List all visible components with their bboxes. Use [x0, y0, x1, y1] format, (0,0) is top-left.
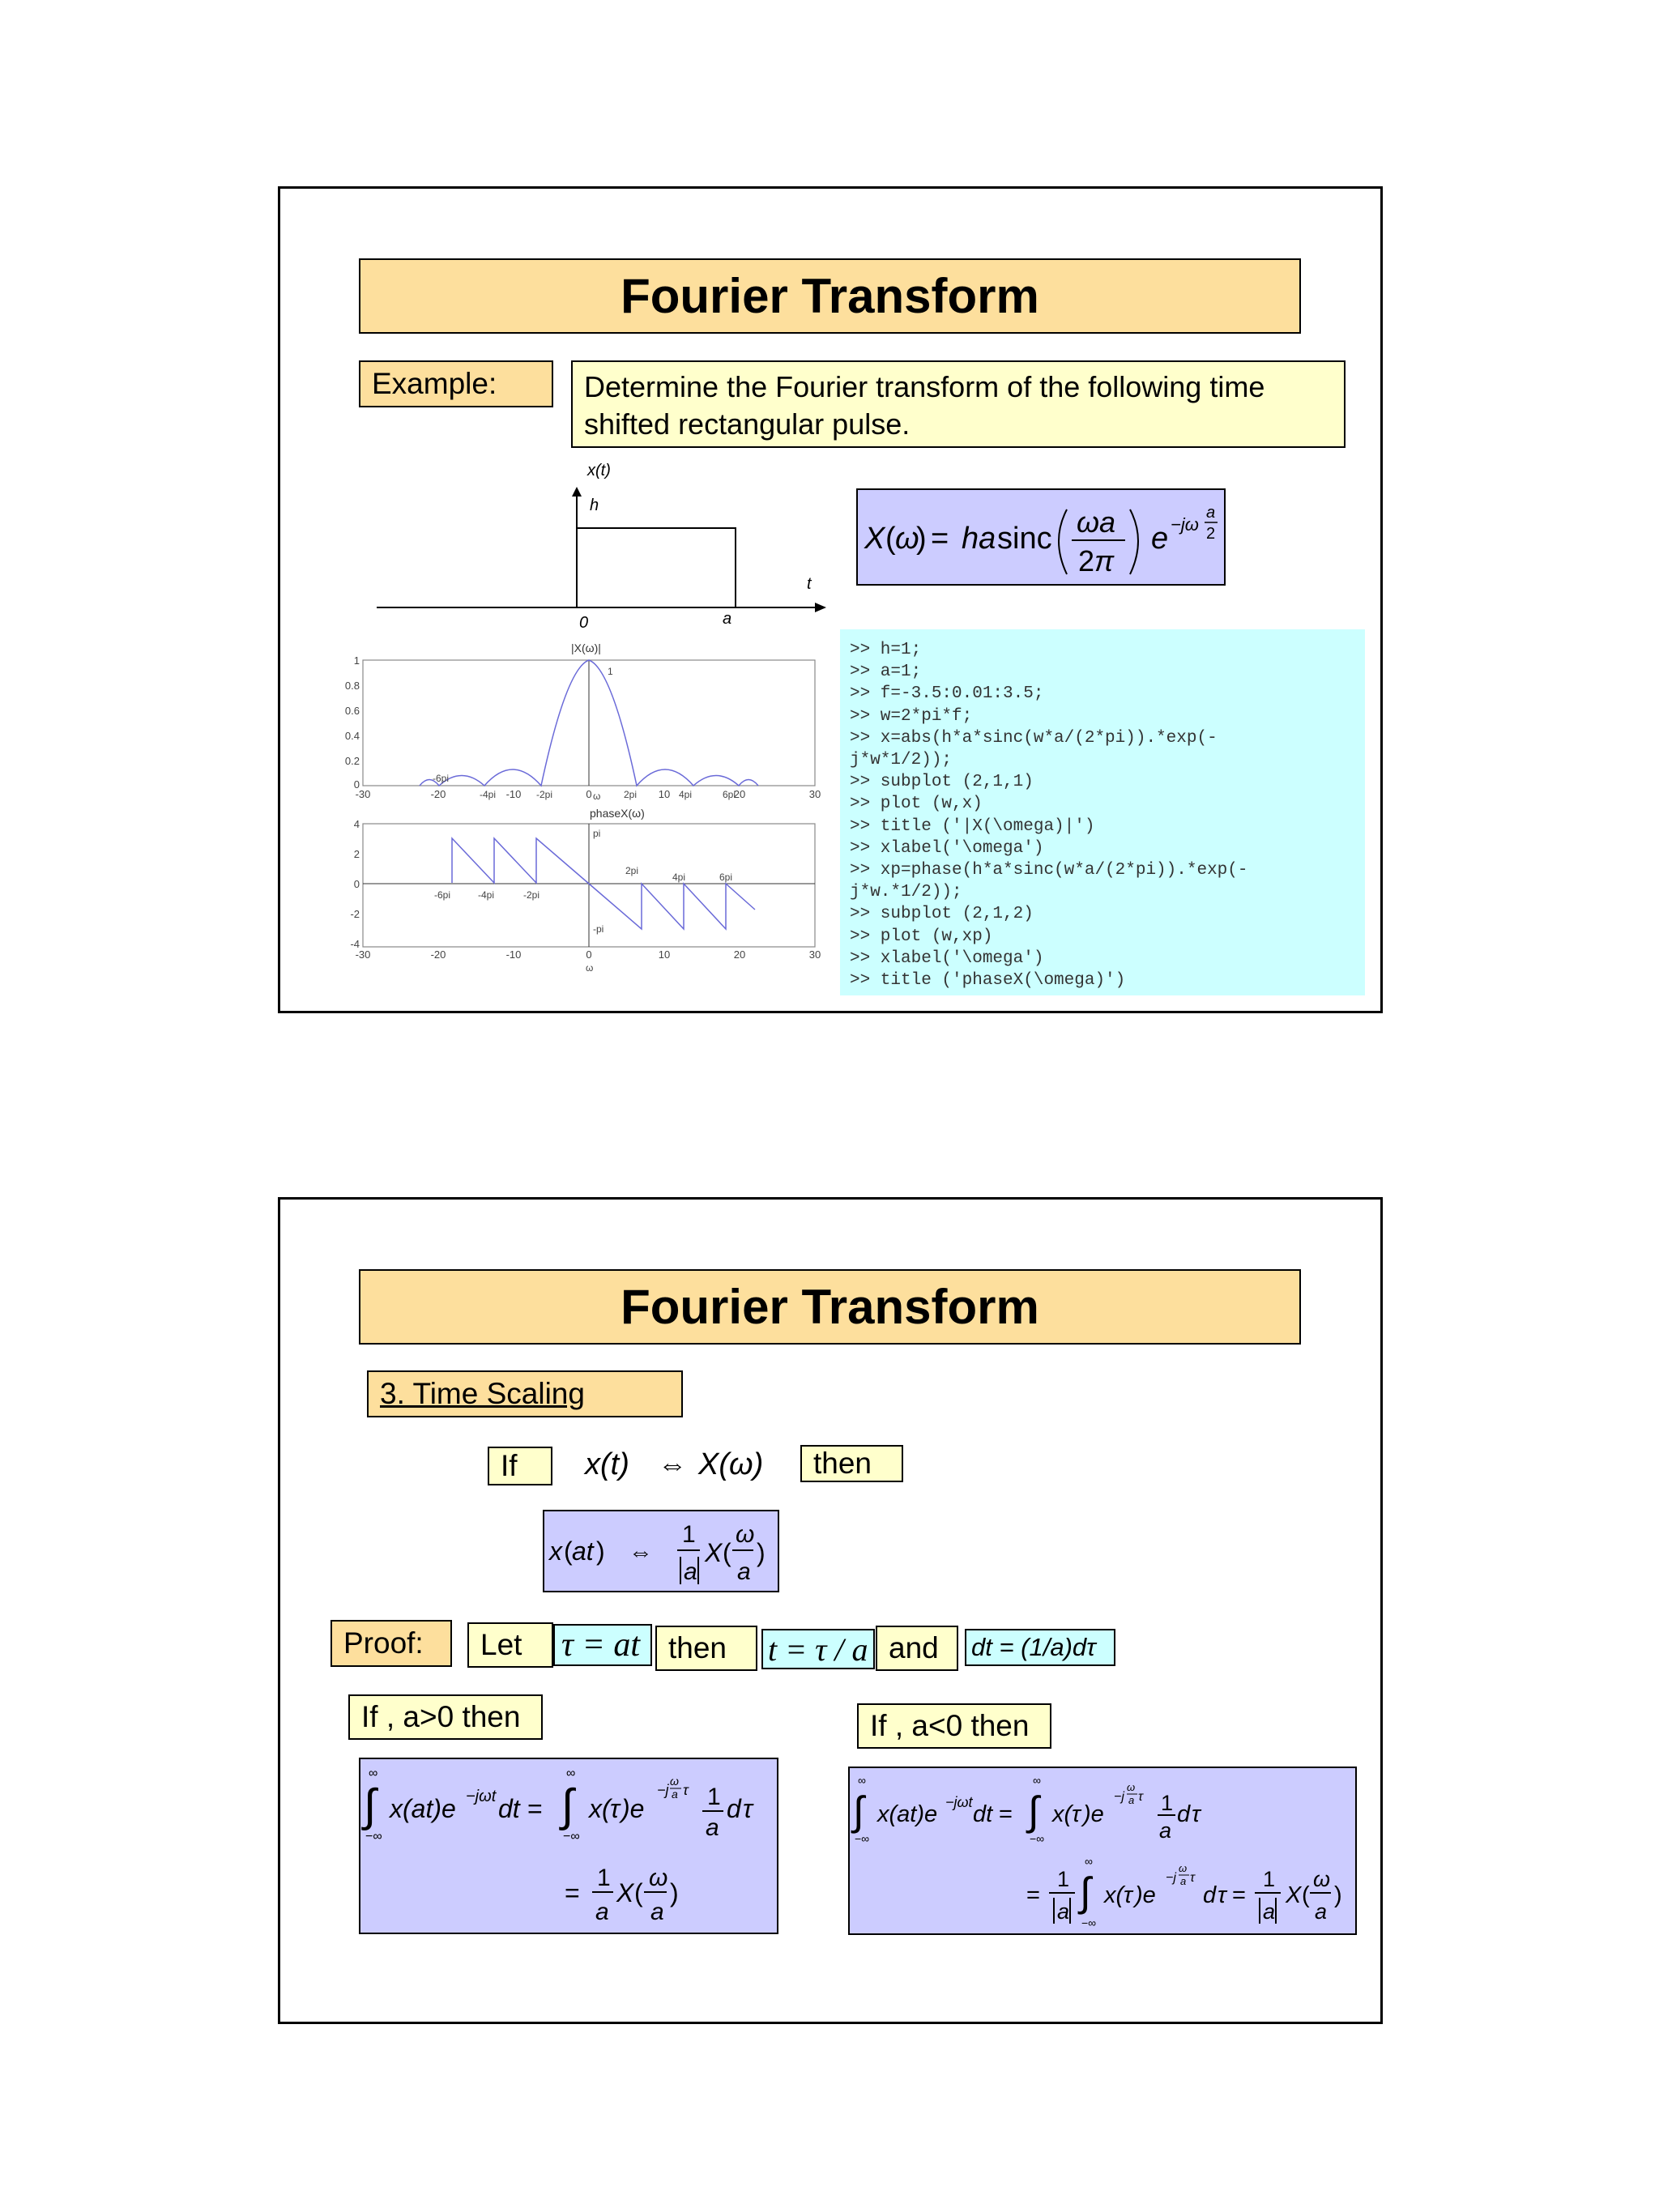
svg-text:=: = [931, 522, 949, 556]
code-line: >> h=1; [850, 641, 922, 659]
svg-text:τ: τ [1190, 1871, 1195, 1885]
svg-text:d: d [1177, 1801, 1191, 1827]
svg-text:=: = [527, 1794, 543, 1823]
svg-text:x(t): x(t) [585, 1447, 629, 1481]
svg-text:)e: )e [1135, 1882, 1156, 1908]
svg-text:1: 1 [682, 1521, 696, 1548]
phase-ann-pi: pi [593, 828, 601, 839]
svg-text:τ: τ [743, 1794, 753, 1823]
code-line: >> a=1; [850, 663, 922, 682]
code-line: >> subplot (2,1,2) [850, 905, 1034, 924]
pulse-x-label: t [807, 575, 812, 593]
pulse-shape [577, 528, 736, 607]
svg-text:(: ( [723, 1538, 731, 1567]
svg-text:ω: ω [670, 1775, 679, 1788]
mag-ytick-0: 0 [353, 778, 360, 791]
magnitude-plot-title: |X(ω)| [571, 641, 601, 654]
svg-text:τ: τ [610, 1794, 620, 1823]
svg-text:ω: ω [1313, 1867, 1331, 1891]
case-neg-formula [848, 1767, 1357, 1935]
code-line: >> title ('phaseX(\omega)') [850, 971, 1126, 991]
mag-xtick-m20: -20 [430, 788, 446, 800]
svg-text:X: X [705, 1538, 723, 1567]
mag-xtick-m10: -10 [505, 788, 522, 800]
phase-xtick-m30: -30 [355, 948, 371, 961]
svg-text:ha: ha [962, 522, 996, 556]
case-neg-formula-render [850, 1768, 1355, 1933]
svg-text:−∞: −∞ [563, 1830, 580, 1843]
scaling-formula-render [544, 1511, 778, 1591]
phase-ann-4pi: 4pi [672, 872, 686, 883]
svg-text:−jω: −jω [1171, 514, 1199, 535]
svg-text:−∞: −∞ [1030, 1832, 1045, 1845]
mag-ytick-1: 1 [353, 654, 360, 667]
svg-text:ω: ω [736, 1521, 755, 1548]
svg-text:e: e [1151, 522, 1169, 556]
svg-text:a: a [1180, 1875, 1187, 1887]
mag-xtick-20: 20 [733, 788, 746, 800]
transform-pair [583, 1443, 794, 1485]
pulse-end-label: a [723, 610, 732, 628]
svg-text:−∞: −∞ [1081, 1916, 1097, 1929]
svg-text:ω: ω [649, 1865, 668, 1891]
pulse-diagram [373, 458, 834, 632]
svg-text:a: a [1263, 1899, 1276, 1924]
code-line: >> plot (w,x) [850, 795, 983, 814]
phase-ytick-2: 2 [353, 848, 360, 860]
mag-ytick-02: 0.2 [344, 755, 360, 767]
and-formula: dt = (1/a)dτ [965, 1629, 1115, 1666]
phase-xtick-m20: -20 [430, 948, 446, 961]
svg-text:a: a [595, 1899, 609, 1925]
svg-text:∞: ∞ [1085, 1855, 1093, 1868]
svg-text:∫: ∫ [561, 1779, 574, 1831]
svg-text:−∞: −∞ [365, 1830, 382, 1843]
phase-ytick-m2: -2 [350, 908, 360, 920]
case-pos-formula [359, 1758, 778, 1934]
phase-ann-m6pi: -6pi [434, 889, 451, 901]
code-line: >> title ('|X(\omega)|') [850, 816, 1095, 836]
svg-text:1: 1 [597, 1865, 611, 1891]
then-label-1: then [800, 1445, 903, 1482]
svg-text:(: ( [885, 522, 896, 556]
svg-text:)e: )e [621, 1794, 645, 1823]
svg-text:): ) [670, 1878, 679, 1907]
if-label: If [488, 1447, 552, 1485]
mag-xtick-10: 10 [658, 788, 671, 800]
svg-text:dt: dt [498, 1794, 520, 1823]
mag-ytick-08: 0.8 [344, 680, 360, 692]
code-line: >> x=abs(h*a*sinc(w*a/(2*pi)).*exp(- [850, 728, 1218, 748]
svg-text:(: ( [634, 1878, 643, 1907]
svg-text:(: ( [564, 1536, 573, 1566]
mag-ann-m2pi: -2pi [536, 789, 553, 800]
phase-ytick-4: 4 [353, 818, 360, 830]
svg-text:): ) [1334, 1882, 1342, 1908]
phase-plot [350, 807, 821, 974]
svg-text:∫: ∫ [364, 1779, 377, 1831]
pulse-origin-label: 0 [579, 614, 589, 632]
code-line: >> plot (w,xp) [850, 927, 993, 946]
svg-text:X(ω): X(ω) [698, 1447, 764, 1481]
let-label: Let [467, 1622, 553, 1668]
svg-text:τ: τ [683, 1782, 689, 1798]
time-scaling-label [367, 1370, 683, 1417]
transform-pair-render [583, 1443, 794, 1485]
svg-text:1: 1 [1161, 1791, 1174, 1815]
svg-text:d: d [727, 1794, 741, 1823]
fourier-formula-render [858, 490, 1224, 584]
svg-text:∫: ∫ [1080, 1869, 1091, 1915]
svg-text:∞: ∞ [858, 1774, 866, 1787]
mag-xtick-30: 30 [808, 788, 821, 800]
mag-ann-6pi: 6pi [723, 789, 736, 800]
code-line: j*w*1/2)); [850, 751, 953, 770]
svg-text:at: at [572, 1536, 594, 1566]
svg-text:x(at)e: x(at)e [390, 1794, 456, 1823]
svg-text:1: 1 [1057, 1867, 1070, 1891]
code-line: >> w=2*pi*f; [850, 706, 973, 726]
mag-ann-one: 1 [608, 666, 613, 677]
svg-text:τ: τ [1124, 1882, 1132, 1908]
svg-text:a: a [672, 1788, 678, 1801]
svg-text:∫: ∫ [853, 1788, 864, 1834]
phase-plot-title: phaseX(ω) [590, 807, 645, 820]
matlab-plots [332, 636, 834, 976]
svg-text:⇔: ⇔ [629, 1539, 653, 1566]
mag-ann-omega: ω [593, 791, 601, 802]
mag-xtick-0: 0 [586, 788, 592, 800]
code-line: >> xp=phase(h*a*sinc(w*a/(2*pi)).*exp(- [850, 861, 1248, 880]
phase-ytick-m4: -4 [350, 938, 360, 950]
magnitude-plot [345, 641, 821, 802]
phase-ytick-0: 0 [353, 878, 360, 890]
mag-ann-m4pi: -4pi [480, 789, 497, 800]
svg-text:)e: )e [1083, 1801, 1104, 1827]
svg-text:∞: ∞ [566, 1767, 576, 1780]
svg-text:a: a [737, 1558, 751, 1585]
svg-text:τ: τ [1138, 1790, 1143, 1804]
svg-text:X: X [616, 1878, 634, 1907]
case-pos-label: If , a>0 then [348, 1694, 543, 1740]
proof-label: Proof: [331, 1620, 452, 1667]
svg-text:∫: ∫ [1028, 1788, 1039, 1834]
svg-text:a: a [650, 1899, 664, 1925]
svg-text:−j: −j [657, 1782, 669, 1798]
let-formula: τ = at [553, 1624, 652, 1666]
mag-ann-m6pi: -6pi [433, 773, 450, 784]
svg-text:): ) [916, 522, 927, 556]
svg-text:1: 1 [1263, 1867, 1276, 1891]
svg-text:τ: τ [1218, 1882, 1226, 1908]
svg-text:X: X [1286, 1882, 1302, 1908]
code-line: >> xlabel('\omega') [850, 838, 1044, 858]
phase-xtick-m10: -10 [505, 948, 522, 961]
svg-text:⇔: ⇔ [658, 1447, 687, 1481]
svg-text:a: a [706, 1814, 719, 1841]
svg-text:2: 2 [1078, 544, 1095, 578]
svg-text:ωa: ωa [1077, 505, 1116, 539]
svg-text:dt: dt [973, 1801, 993, 1827]
svg-text:a: a [684, 1558, 697, 1585]
case-neg-label: If , a<0 then [857, 1703, 1051, 1749]
phase-ann-m2pi: -2pi [523, 889, 540, 901]
svg-text:a: a [1057, 1899, 1070, 1924]
svg-text:ω: ω [1179, 1862, 1188, 1874]
svg-text:=: = [565, 1878, 580, 1907]
svg-text:ω: ω [895, 522, 919, 556]
svg-text:a: a [1159, 1818, 1172, 1843]
case-pos-formula-render [360, 1759, 777, 1933]
pulse-y-label: x(t) [587, 462, 611, 479]
svg-text:1: 1 [707, 1784, 721, 1810]
svg-text:−jωt: −jωt [945, 1794, 973, 1810]
and-label: and [876, 1626, 958, 1671]
svg-text:a: a [1128, 1794, 1135, 1806]
code-line: >> f=-3.5:0.01:3.5; [850, 684, 1044, 704]
then-label-2: then [655, 1626, 757, 1671]
svg-text:x(: x( [1052, 1801, 1073, 1827]
svg-text:−j: −j [1166, 1871, 1176, 1885]
svg-text:(: ( [1302, 1882, 1310, 1908]
matlab-code [840, 629, 1365, 995]
svg-text:a: a [1206, 504, 1216, 522]
svg-text:x(at)e: x(at)e [877, 1801, 938, 1827]
phase-xtick-0: 0 [586, 948, 592, 961]
phase-xtick-20: 20 [733, 948, 746, 961]
svg-text:2: 2 [1206, 525, 1216, 543]
time-scaling-label-text: 3. Time Scaling [380, 1377, 585, 1410]
svg-text:): ) [596, 1536, 605, 1566]
svg-text:=: = [1232, 1882, 1246, 1908]
svg-text:=: = [999, 1801, 1013, 1827]
phase-ann-2pi: 2pi [625, 865, 639, 876]
pulse-height-label: h [590, 497, 599, 514]
svg-text:d: d [1203, 1882, 1217, 1908]
mag-ytick-04: 0.4 [344, 730, 360, 742]
slide-2-title: Fourier Transform [359, 1269, 1301, 1345]
svg-text:X: X [864, 522, 885, 556]
svg-text:−j: −j [1114, 1790, 1124, 1804]
svg-text:x(: x( [1104, 1882, 1124, 1908]
code-line: >> subplot (2,1,1) [850, 773, 1034, 792]
svg-text:π: π [1094, 544, 1115, 578]
svg-text:=: = [1026, 1882, 1040, 1908]
mag-ytick-06: 0.6 [344, 705, 360, 717]
scaling-formula [543, 1510, 779, 1592]
svg-text:∞: ∞ [369, 1767, 378, 1780]
svg-text:a: a [1315, 1899, 1328, 1924]
problem-text: Determine the Fourier transform of the following time shifted rectangular pulse. [571, 360, 1346, 448]
svg-text:τ: τ [1192, 1801, 1201, 1827]
phase-x-label: ω [586, 962, 594, 974]
code-line: j*w.*1/2)); [850, 883, 962, 902]
svg-text:): ) [757, 1538, 766, 1567]
svg-text:−jωt: −jωt [466, 1788, 497, 1805]
svg-text:x: x [549, 1536, 562, 1566]
svg-text:ω: ω [1127, 1781, 1136, 1793]
code-line: >> xlabel('\omega') [850, 948, 1044, 968]
mag-xtick-m30: -30 [355, 788, 371, 800]
slide-1-title: Fourier Transform [359, 258, 1301, 334]
phase-ann-m4pi: -4pi [478, 889, 495, 901]
phase-xtick-10: 10 [658, 948, 671, 961]
svg-text:sinc: sinc [997, 522, 1052, 556]
phase-ann-6pi: 6pi [719, 872, 733, 883]
mag-ann-4pi: 4pi [679, 789, 693, 800]
then-formula: t = τ / a [761, 1629, 875, 1669]
phase-xtick-30: 30 [808, 948, 821, 961]
svg-text:x(: x( [589, 1794, 611, 1823]
fourier-formula [856, 488, 1226, 586]
mag-ann-2pi: 2pi [624, 789, 638, 800]
svg-text:τ: τ [1072, 1801, 1081, 1827]
example-label: Example: [359, 360, 553, 407]
phase-ann-mpi: -pi [593, 923, 604, 935]
svg-text:∞: ∞ [1033, 1774, 1041, 1787]
svg-text:−∞: −∞ [855, 1832, 870, 1845]
